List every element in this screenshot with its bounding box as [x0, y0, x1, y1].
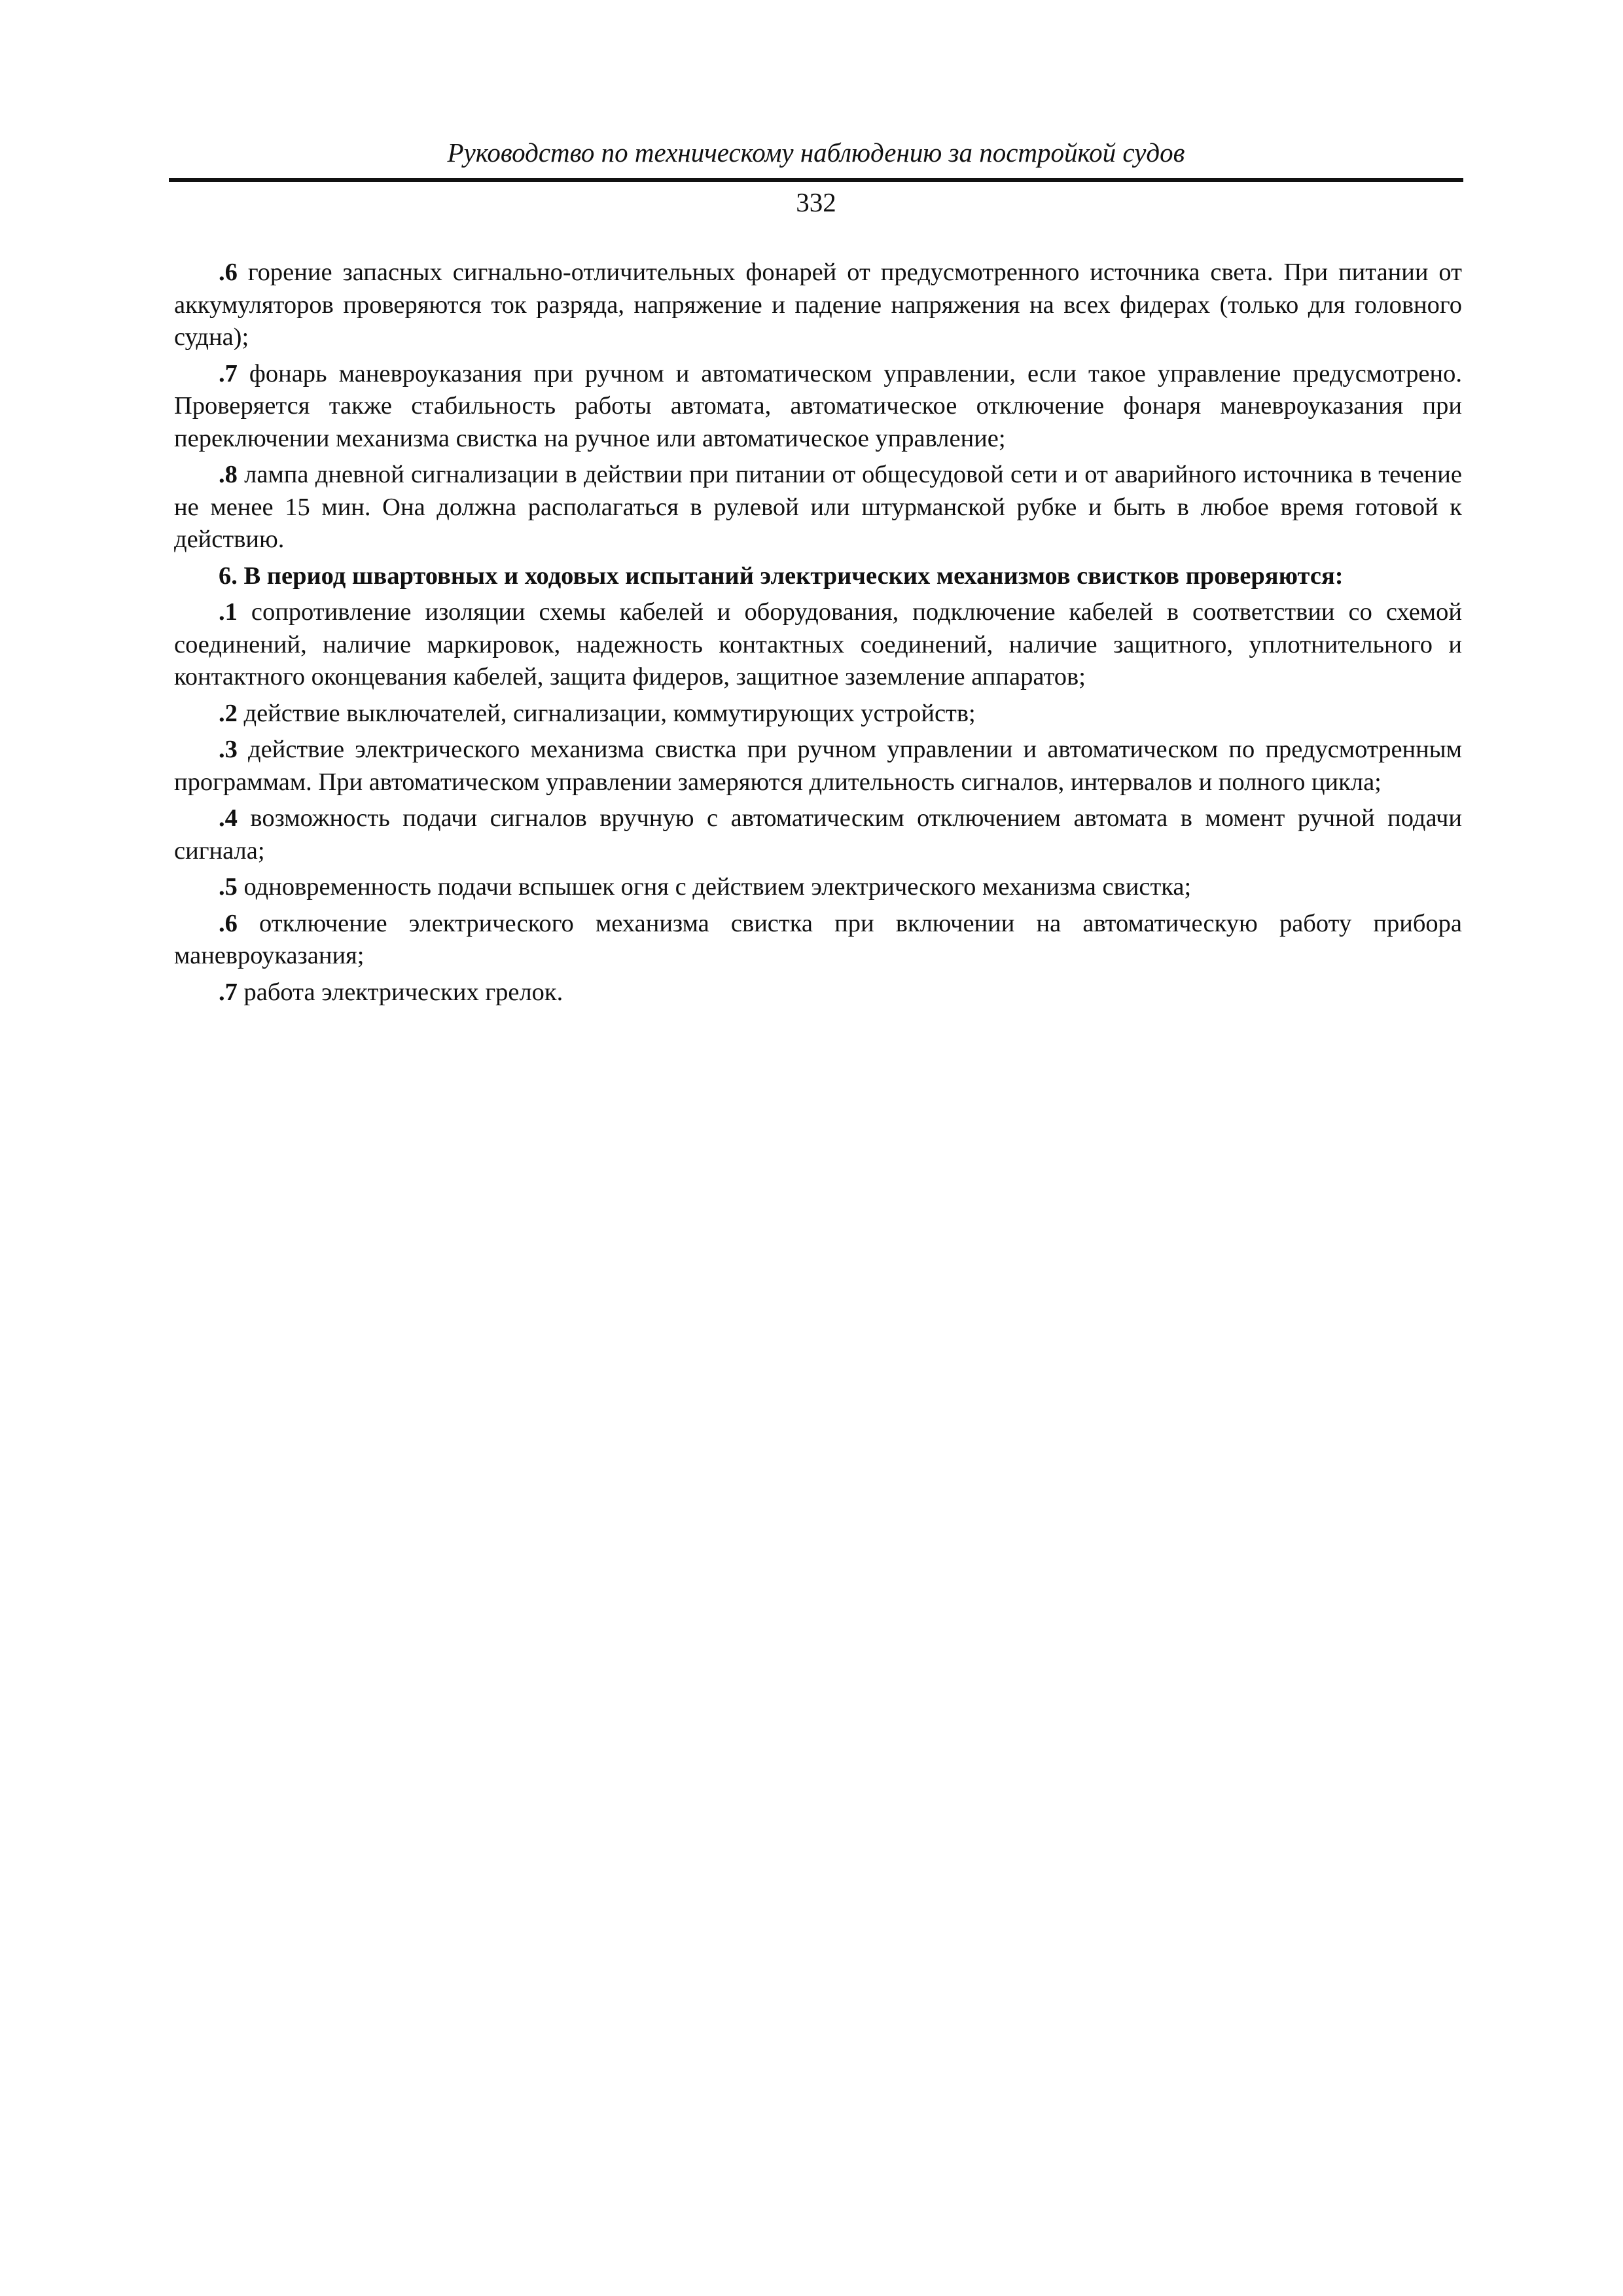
item-text: работа электрических грелок. [237, 978, 563, 1006]
item-number: .7 [219, 978, 238, 1006]
item-number: .8 [219, 461, 238, 488]
item-number: .4 [219, 804, 238, 832]
item-text: горение запасных сигнально-отличительных фонарей от предусмотренного источника света. При питании от аккумуляторов проверяются ток разряда, напряжение и падение напряжения на всех фидерах (только для головного судна); [174, 259, 1462, 351]
item-text: действие выключателей, сигнализации, коммутирующих устройств; [237, 699, 976, 727]
item-number: .7 [219, 359, 238, 387]
item-number: .6 [219, 259, 238, 286]
list-item [174, 257, 1462, 354]
page-number: 332 [796, 187, 836, 217]
list-item [174, 977, 1462, 1009]
page-body [174, 257, 1462, 1013]
item-text: сопротивление изоляции схемы кабелей и оборудования, подключение кабелей в соответствии со схемой соединений, наличие маркировок, надежность контактных соединений, наличие защитного, уплотнительного и контактного оконцевания кабелей, защита фидеров, защитное заземление аппаратов; [174, 598, 1462, 691]
item-number: .3 [219, 736, 238, 763]
header-rule [169, 178, 1463, 182]
list-item [174, 358, 1462, 456]
list-item [174, 734, 1462, 798]
item-number: .6 [219, 909, 238, 937]
list-item [174, 459, 1462, 556]
item-text: одновременность подачи вспышек огня с действием электрического механизма свистка; [237, 873, 1192, 901]
item-text: отключение электрического механизма свистка при включении на автоматическую работу прибора маневроуказания; [174, 909, 1462, 969]
item-number: .1 [219, 598, 238, 626]
section-heading: 6. В период швартовных и ходовых испытаний электрических механизмов свистков проверяются: [219, 562, 1344, 590]
item-text: возможность подачи сигналов вручную с автоматическим отключением автомата в момент ручной подачи сигнала; [174, 804, 1462, 865]
list-item [174, 596, 1462, 694]
item-number: .2 [219, 699, 238, 727]
list-item [174, 908, 1462, 973]
list-item [174, 698, 1462, 730]
item-text: лампа дневной сигнализации в действии при питании от общесудовой сети и от аварийного источника в течение не менее 15 мин. Она должна располагаться в рулевой или штурманской рубке и быть в любое время готовой к действию. [174, 461, 1462, 553]
page-header [169, 135, 1463, 219]
running-title: Руководство по техническому наблюдению за постройкой судов [447, 137, 1185, 168]
item-text: действие электрического механизма свистка при ручном управлении и автоматическом по предусмотренным программам. При автоматическом управлении замеряются длительность сигналов, интервалов и полного цикла; [174, 736, 1462, 796]
list-item [174, 871, 1462, 904]
list-item [174, 802, 1462, 867]
item-number: .5 [219, 873, 238, 901]
item-text: фонарь маневроуказания при ручном и автоматическом управлении, если такое управление предусмотрено. Проверяется также стабильность работы автомата, автоматическое отключение фонаря маневроуказания при переключении механизма свистка на ручное или автоматическое управление; [174, 359, 1462, 452]
